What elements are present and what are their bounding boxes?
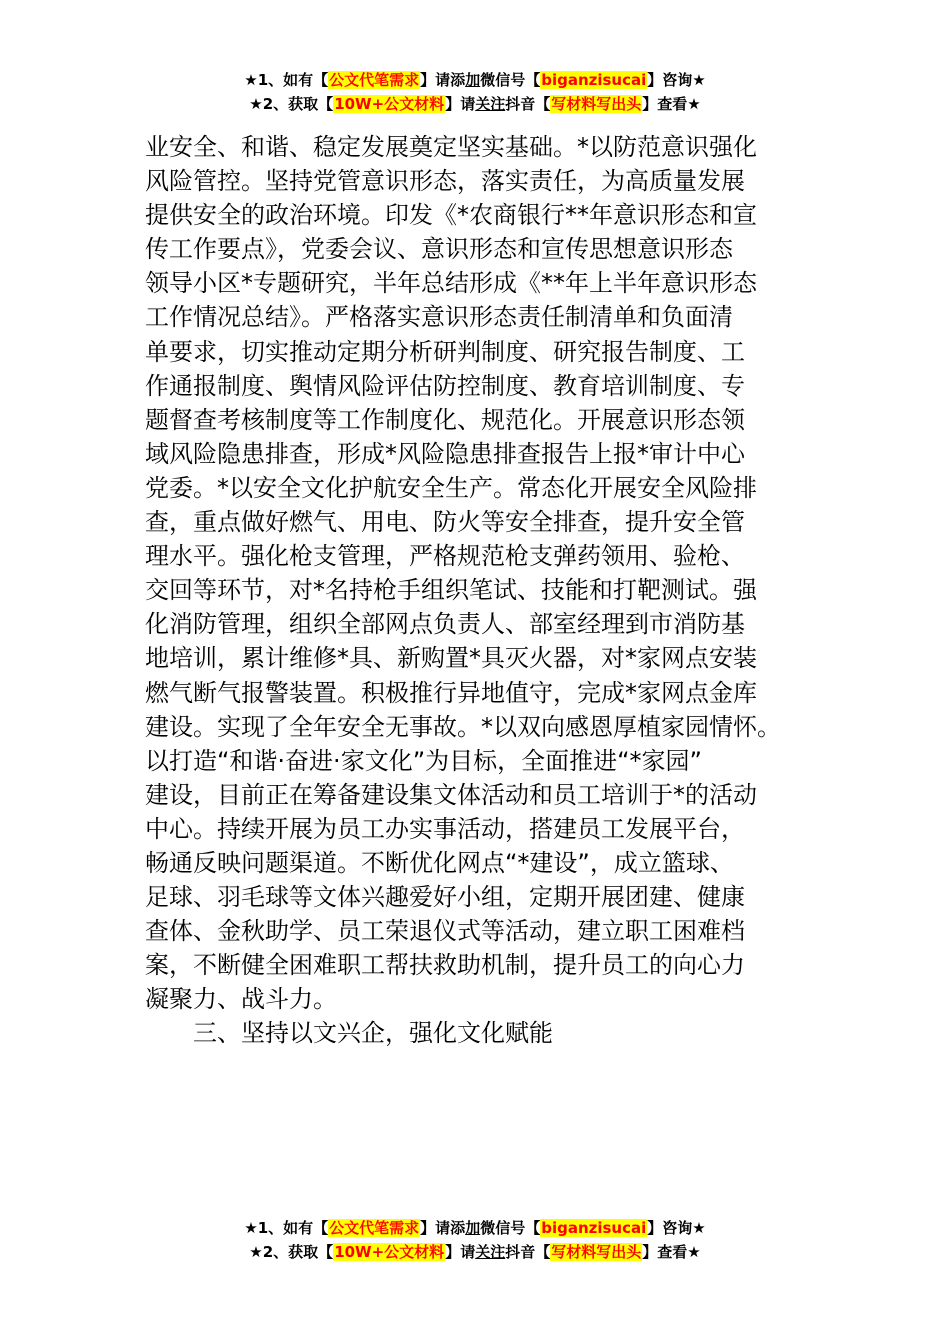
body-line: 化消防管理，组织全部网点负责人、部室经理到市消防基 [145, 610, 745, 639]
body-line: 风险管控。坚持党管意识形态，落实责任，为高质量发展 [145, 167, 745, 196]
banner-text: 】请 [445, 95, 476, 113]
document-body [145, 130, 825, 1051]
body-line: 工作情况总结》。严格落实意识形态责任制清单和负面清 [145, 303, 733, 332]
body-line: 业安全、和谐、稳定发展奠定坚实基础。*以防范意识强化 [145, 133, 757, 161]
banner-highlight: 公文代笔需求 [329, 71, 420, 89]
banner-text: ★1、如有【 [244, 71, 329, 89]
banner-underlined: 加 [465, 71, 481, 89]
banner-highlight: 写材料写出头 [551, 1243, 642, 1261]
body-line: 建设，目前正在筹备建设集文体活动和员工培训于*的活动 [145, 780, 757, 809]
banner-line-2 [0, 92, 950, 116]
body-line: 领导小区*专题研究，半年总结形成《**年上半年意识形态 [145, 269, 757, 298]
bottom-banner [0, 1216, 950, 1264]
body-line: 域风险隐患排查，形成*风险隐患排查报告上报*审计中心 [145, 439, 745, 468]
body-line: 题督查考核制度等工作制度化、规范化。开展意识形态领 [145, 405, 745, 434]
body-line: 建设。实现了全年安全无事故。*以双向感恩厚植家园情怀。 [145, 712, 781, 741]
body-line: 党委。*以安全文化护航安全生产。常态化开展安全风险排 [145, 473, 757, 502]
banner-line-1 [0, 68, 950, 92]
banner-text: 】请添 [420, 71, 466, 89]
section-heading: 三、坚持以文兴企，强化文化赋能 [193, 1019, 553, 1048]
banner-underlined: 关注 [475, 95, 506, 113]
banner-highlight: biganzisucai [541, 71, 647, 89]
banner-text: 】咨询★ [647, 1219, 706, 1237]
banner-text: 】查看★ [642, 95, 701, 113]
body-line: 查，重点做好燃气、用电、防火等安全排查，提升安全管 [145, 508, 745, 537]
banner-highlight: 公文代笔需求 [329, 1219, 420, 1237]
banner-text: 抖音【 [505, 95, 551, 113]
body-line: 案，不断健全困难职工帮扶救助机制，提升员工的向心力 [145, 951, 745, 980]
banner-highlight: 写材料写出头 [551, 95, 642, 113]
body-line: 传工作要点》，党委会议、意识形态和宣传思想意识形态 [145, 235, 733, 264]
banner-text: ★2、获取【 [249, 1243, 334, 1261]
body-line: 以打造“和谐·奋进·家文化”为目标，全面推进“*家园” [145, 746, 702, 775]
banner-underlined: 关注 [475, 1243, 506, 1261]
banner-highlight: 10W+公文材料 [334, 1243, 445, 1261]
banner-text: 微信号【 [480, 71, 541, 89]
body-line: 足球、羽毛球等文体兴趣爱好小组，定期开展团建、健康 [145, 883, 745, 912]
body-line: 中心。持续开展为员工办实事活动，搭建员工发展平台， [145, 814, 745, 843]
banner-line-2 [0, 1240, 950, 1264]
banner-text: 】请添 [420, 1219, 466, 1237]
body-line: 理水平。强化枪支管理，严格规范枪支弹药领用、验枪、 [145, 542, 745, 571]
body-line: 地培训，累计维修*具、新购置*具灭火器，对*家网点安装 [145, 644, 757, 673]
banner-text: 微信号【 [480, 1219, 541, 1237]
body-line: 畅通反映问题渠道。不断优化网点“*建设”，成立篮球、 [145, 848, 734, 877]
body-line: 凝聚力、战斗力。 [145, 985, 337, 1014]
body-line: 查体、金秋助学、员工荣退仪式等活动，建立职工困难档 [145, 917, 745, 946]
banner-underlined: 加 [465, 1219, 481, 1237]
banner-text: ★2、获取【 [249, 95, 334, 113]
banner-line-1 [0, 1216, 950, 1240]
body-line: 单要求，切实推动定期分析研判制度、研究报告制度、工 [145, 337, 745, 366]
banner-highlight: 10W+公文材料 [334, 95, 445, 113]
banner-text: 抖音【 [505, 1243, 551, 1261]
body-line: 作通报制度、舆情风险评估防控制度、教育培训制度、专 [145, 371, 745, 400]
banner-text: 】查看★ [642, 1243, 701, 1261]
banner-text: ★1、如有【 [244, 1219, 329, 1237]
body-line: 交回等环节，对*名持枪手组织笔试、技能和打靶测试。强 [145, 576, 757, 605]
body-line: 提供安全的政治环境。印发《*农商银行**年意识形态和宣 [145, 201, 757, 230]
body-line: 燃气断气报警装置。积极推行异地值守，完成*家网点金库 [145, 678, 757, 707]
top-banner [0, 68, 950, 116]
banner-highlight: biganzisucai [541, 1219, 647, 1237]
banner-text: 】请 [445, 1243, 476, 1261]
banner-text: 】咨询★ [647, 71, 706, 89]
